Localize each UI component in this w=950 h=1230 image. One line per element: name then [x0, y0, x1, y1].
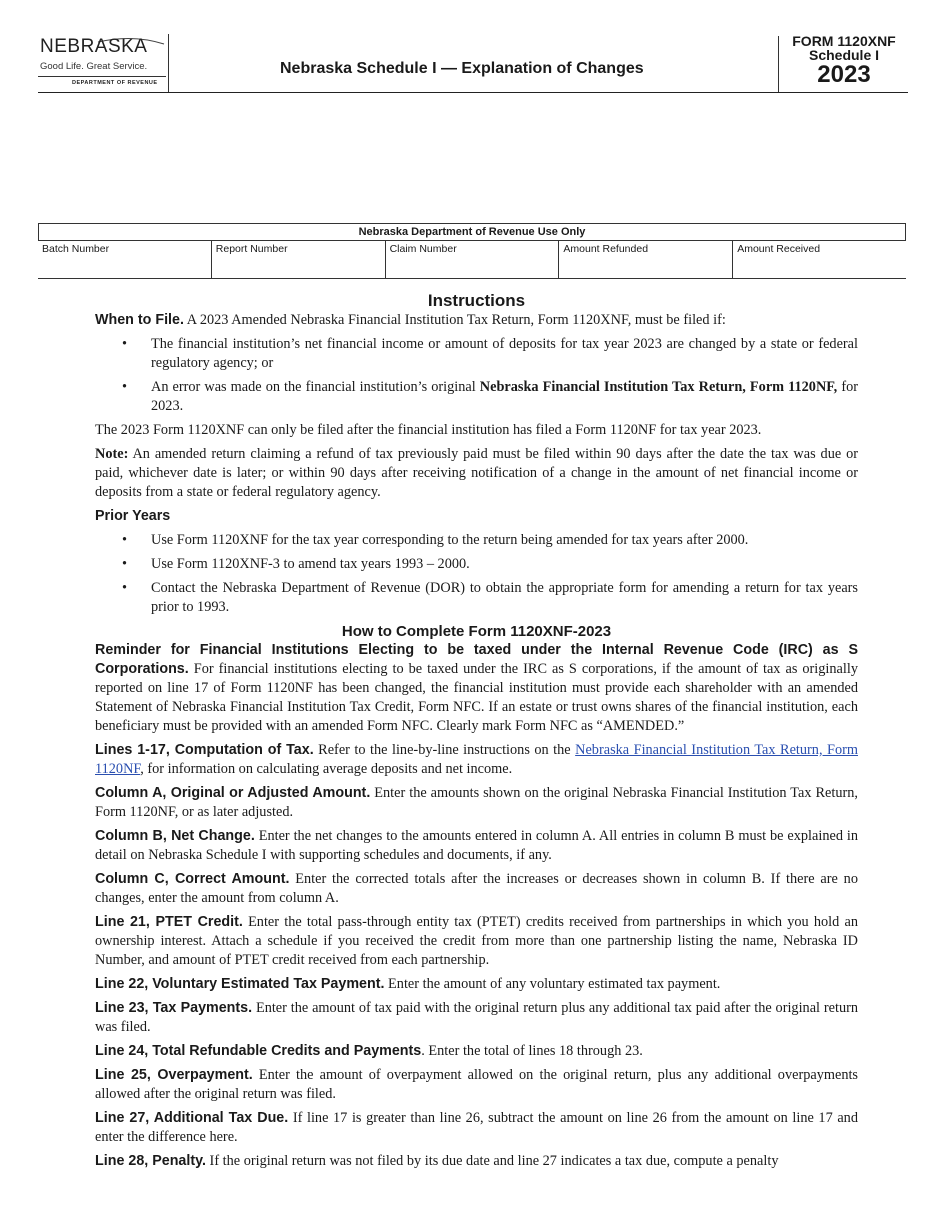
list-item-text: An error was made on the financial institution’s original — [151, 379, 480, 395]
note-paragraph — [95, 445, 858, 502]
dor-use-only-table — [38, 223, 906, 279]
column-b-paragraph — [95, 827, 858, 865]
logo-divider — [38, 76, 166, 77]
list-item — [95, 531, 858, 550]
instructions-body — [95, 290, 858, 1176]
lines-1-17-label: Lines 1-17, Computation of Tax. — [95, 742, 314, 758]
list-item — [95, 555, 858, 574]
column-a-paragraph — [95, 784, 858, 822]
dor-table-row — [38, 241, 906, 279]
item-label: Line 24, Total Refundable Credits and Payments — [95, 1043, 422, 1059]
line-27-paragraph — [95, 1109, 858, 1147]
note-text: An amended return claiming a refund of tax previously paid must be filed within 90 days after the date the tax was due or paid, whichever date is later; or within 90 days after receiving notification of a change in the amount of net financial income or deposits from a state or federal regulatory agency. — [95, 446, 858, 500]
how-to-complete-heading: How to Complete Form 1120XNF-2023 — [341, 623, 612, 640]
logo-tagline: Good Life. Great Service. — [40, 61, 148, 72]
form-id-box — [778, 33, 909, 93]
dor-table-heading: Nebraska Department of Revenue Use Only — [38, 223, 906, 241]
column-c-paragraph — [95, 870, 858, 908]
prior-years-heading: Prior Years — [95, 508, 171, 524]
prior-years-list — [95, 531, 858, 617]
bullet-icon: • — [122, 379, 128, 395]
instructions-heading: Instructions — [427, 291, 526, 310]
nebraska-logo — [38, 34, 169, 92]
when-to-file-text: A 2023 Amended Nebraska Financial Institution Tax Return, Form 1120XNF, must be filed if: — [183, 312, 726, 328]
list-item-text: The financial institution’s net financial income or amount of deposits for tax year 2023 are changed by a state or federal regulatory agency; or — [151, 336, 858, 371]
bullet-icon: • — [122, 580, 128, 596]
item-text: Enter the total pass-through entity tax (PTET) credits received from partnerships in which you hold an ownership interest. Attach a schedule if you received the credit from more than one partnership listing the name, Nebraska ID Number, and amount of PTET credit received from each partnership. — [95, 914, 858, 968]
form-number: FORM 1120XNF — [792, 33, 896, 49]
item-label: Column B, Net Change. — [95, 828, 255, 844]
list-item-text: Contact the Nebraska Department of Revenue (DOR) to obtain the appropriate form for amending a return for tax years prior to 1993. — [151, 580, 858, 615]
item-label: Column A, Original or Adjusted Amount. — [95, 785, 371, 801]
when-to-file-list — [95, 335, 858, 416]
list-item — [95, 579, 858, 617]
item-label: Line 22, Voluntary Estimated Tax Payment. — [95, 976, 385, 992]
logo-wordmark: NEBRASKA — [40, 36, 148, 57]
item-text: If the original return was not filed by its due date and line 27 indicates a tax due, compute a penalty — [205, 1153, 779, 1169]
item-text: Enter the amount of tax paid with the original return plus any additional tax paid after the original return was filed. — [95, 1000, 859, 1035]
line-24-paragraph — [95, 1042, 858, 1061]
when-to-file-paragraph — [95, 311, 858, 330]
form-1120nf-reference: Nebraska Financial Institution Tax Return, Form 1120NF, — [479, 379, 838, 395]
item-text: Enter the amount of any voluntary estimated tax payment. — [384, 976, 721, 992]
only-after-paragraph: The 2023 Form 1120XNF can only be filed after the financial institution has filed a Form 1120NF for tax year 2023. — [95, 422, 762, 438]
list-item — [95, 335, 858, 373]
item-label: Line 28, Penalty. — [95, 1153, 206, 1169]
item-label: Column C, Correct Amount. — [95, 871, 290, 887]
claim-number-cell: Claim Number — [386, 241, 560, 278]
item-text: Enter the amount of overpayment allowed on the original return, plus any additional overpayments allowed after the original return was filed. — [95, 1067, 858, 1102]
lines-1-17-paragraph — [95, 741, 858, 779]
form-1120nf-link[interactable]: Nebraska Financial Institution Tax Return, Form 1120NF — [95, 742, 858, 777]
amount-received-cell: Amount Received — [737, 243, 821, 255]
item-text: . Enter the total of lines 18 through 23. — [421, 1043, 643, 1059]
line-21-paragraph — [95, 913, 858, 970]
batch-number-cell: Batch Number — [38, 241, 212, 278]
list-item — [95, 378, 858, 416]
bullet-icon: • — [122, 336, 128, 352]
item-label: Line 27, Additional Tax Due. — [95, 1110, 289, 1126]
amount-refunded-cell: Amount Refunded — [559, 241, 733, 278]
item-text: If line 17 is greater than line 26, subtract the amount on line 26 from the amount on line 17 and enter the difference here. — [95, 1110, 858, 1145]
lines-1-17-text-end: , for information on calculating average deposits and net income. — [140, 761, 513, 777]
line-28-paragraph — [95, 1152, 858, 1171]
line-22-paragraph — [95, 975, 858, 994]
list-item-text: Use Form 1120XNF-3 to amend tax years 1993 – 2000. — [151, 556, 470, 572]
item-label: Line 25, Overpayment. — [95, 1067, 253, 1083]
item-label: Line 23, Tax Payments. — [95, 1000, 253, 1016]
reminder-text: For financial institutions electing to be taxed under the IRC as S corporations, if the amount of tax as originally reported on line 17 of Form 1120NF has been changed, the financial institution must provide each shareholder with an amended Statement of Nebraska Financial Institution Tax Credit, Form NFC. If an estate or trust owns shares of the financial institution, each beneficiary must be provided with an amended Form NFC. Clearly mark Form NFC as “AMENDED.” — [95, 661, 858, 734]
list-item-text: for 2023. — [151, 379, 858, 414]
report-number-cell: Report Number — [212, 241, 386, 278]
line-25-paragraph — [95, 1066, 858, 1104]
item-label: Line 21, PTET Credit. — [95, 914, 243, 930]
note-label: Note: — [95, 446, 129, 462]
reminder-label: Reminder for Financial Institutions Electing to be taxed under the Internal Revenue Code (IRC) as S Corporations. — [95, 642, 858, 677]
list-item-text: Use Form 1120XNF for the tax year corresponding to the return being amended for tax years after 2000. — [151, 532, 749, 548]
bullet-icon: • — [122, 532, 128, 548]
lines-1-17-text: Refer to the line-by-line instructions on the — [313, 742, 576, 758]
item-text: Enter the corrected totals after the increases or decreases shown in column B. If there are no changes, enter the amount from column A. — [95, 871, 858, 906]
item-text: Enter the amounts shown on the original Nebraska Financial Institution Tax Return, Form 1120NF, or as later adjusted. — [95, 785, 859, 820]
header-divider — [38, 92, 908, 93]
page-title: Nebraska Schedule I — Explanation of Changes — [280, 60, 644, 77]
item-text: Enter the net changes to the amounts entered in column A. All entries in column B must be explained in detail on Nebraska Schedule I with supporting schedules and documents, if any. — [95, 828, 859, 863]
logo-department: DEPARTMENT OF REVENUE — [72, 80, 158, 86]
reminder-paragraph — [95, 641, 858, 736]
bullet-icon: • — [122, 556, 128, 572]
form-schedule: Schedule I — [808, 47, 880, 63]
form-year: 2023 — [817, 61, 871, 88]
when-to-file-label: When to File. — [95, 312, 184, 328]
line-23-paragraph — [95, 999, 858, 1037]
